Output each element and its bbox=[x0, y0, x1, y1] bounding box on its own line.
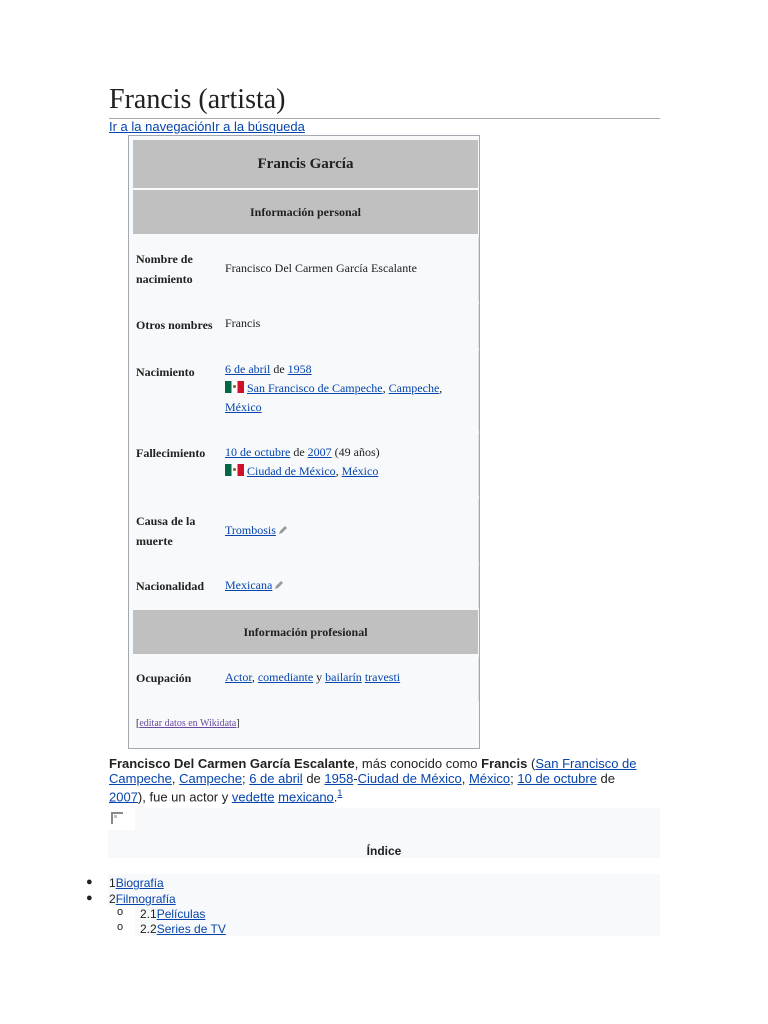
jump-links bbox=[109, 119, 305, 135]
infobox-section-personal: Información personal bbox=[133, 190, 478, 234]
toc-item-filmografia[interactable] bbox=[109, 891, 176, 907]
jump-to-search-link[interactable]: Ir a la búsqueda bbox=[211, 119, 305, 134]
nationality-label: Nacionalidad bbox=[136, 579, 205, 593]
page-title: Francis (artista) bbox=[109, 82, 660, 119]
intro-place-state-link[interactable]: Campeche bbox=[179, 771, 242, 786]
toc-item-number: 1 bbox=[109, 876, 116, 890]
birth-value: 6 de abril de 1958 San Francisco de Campeche, Campeche, México bbox=[225, 362, 443, 414]
toc-background bbox=[108, 874, 660, 906]
birth-place-country-link[interactable]: México bbox=[225, 400, 262, 414]
birth-place-city-link[interactable]: San Francisco de Campeche bbox=[247, 381, 383, 395]
intro-text: - bbox=[353, 771, 358, 786]
infobox-row-nationality bbox=[133, 566, 479, 608]
intro-mexicano-link[interactable]: mexicano bbox=[278, 789, 334, 805]
infobox-row-occupation bbox=[133, 657, 479, 701]
occupation-actor-link[interactable]: Actor bbox=[225, 670, 252, 684]
intro-text: , bbox=[461, 771, 469, 786]
intro-text: de bbox=[596, 771, 615, 786]
intro-text: ( bbox=[527, 756, 536, 771]
infobox-row-death bbox=[133, 434, 479, 496]
infobox-section-professional: Información profesional bbox=[133, 610, 478, 654]
intro-text: ), fue un actor y bbox=[137, 789, 232, 805]
intro-death-city-link[interactable]: Ciudad de México bbox=[357, 771, 462, 786]
other-names-label: Otros nombres bbox=[136, 318, 213, 332]
intro-place-city-link[interactable]: San Francisco de Campeche bbox=[109, 756, 637, 786]
occupation-value: Actor, comediante y bailarín travesti bbox=[225, 670, 401, 684]
birth-name-label: Nombre de nacimiento bbox=[136, 252, 193, 286]
other-names-value: Francis bbox=[225, 316, 261, 330]
infobox bbox=[128, 135, 480, 749]
intro-death-country-link[interactable]: México bbox=[468, 771, 511, 786]
birth-de: de bbox=[273, 362, 285, 376]
mexico-flag-icon bbox=[225, 381, 244, 393]
occupation-travesti-link[interactable]: travesti bbox=[364, 670, 401, 684]
wikidata-edit: [editar datos en Wikidata] bbox=[136, 718, 240, 729]
death-age: (49 años) bbox=[334, 445, 380, 459]
birth-place-state-link[interactable]: Campeche bbox=[388, 381, 440, 395]
infobox-row-cause-of-death bbox=[133, 499, 479, 563]
reference-link[interactable]: 1 bbox=[337, 788, 343, 798]
intro-text: de bbox=[302, 771, 325, 786]
infobox-row-birth bbox=[133, 351, 479, 431]
death-label: Fallecimiento bbox=[136, 446, 206, 460]
table-of-contents bbox=[108, 808, 660, 858]
subject-full-name: Francisco Del Carmen García Escalante bbox=[109, 756, 355, 771]
toc-bullet: ● bbox=[86, 892, 93, 904]
toc-item-label[interactable]: Películas bbox=[156, 907, 206, 921]
toc-item-peliculas[interactable] bbox=[140, 906, 205, 922]
jump-to-navigation-link[interactable]: Ir a la navegación bbox=[109, 119, 212, 134]
infobox-row-edit bbox=[133, 704, 478, 746]
infobox-row-birth-name bbox=[133, 237, 479, 301]
toc-bullet: ● bbox=[86, 876, 93, 888]
infobox-row-other-names bbox=[133, 304, 479, 348]
intro-death-year-link[interactable]: 2007 bbox=[109, 789, 138, 805]
toc-item-number: 2.2 bbox=[140, 922, 157, 936]
death-de: de bbox=[293, 445, 305, 459]
birth-name-value: Francisco Del Carmen García Escalante bbox=[225, 261, 417, 275]
occupation-and: y bbox=[316, 670, 323, 684]
infobox-title: Francis García bbox=[133, 140, 478, 188]
death-value: 10 de octubre de 2007 (49 años) Ciudad de México, México bbox=[225, 445, 380, 478]
intro-text: . bbox=[333, 789, 338, 805]
toc-title: Índice bbox=[366, 844, 402, 858]
intro-text: , bbox=[171, 771, 180, 786]
intro-vedette-link[interactable]: vedette bbox=[231, 789, 275, 805]
death-place-country-link[interactable]: México bbox=[341, 464, 379, 478]
intro-paragraph bbox=[109, 756, 654, 804]
pencil-icon[interactable] bbox=[278, 525, 288, 535]
toc-item-label[interactable]: Filmografía bbox=[115, 892, 176, 906]
birth-year-link[interactable]: 1958 bbox=[287, 362, 312, 376]
intro-text: ; bbox=[510, 771, 518, 786]
nationality-link[interactable]: Mexicana bbox=[225, 578, 273, 592]
birth-label: Nacimiento bbox=[136, 365, 195, 379]
occupation-comedian-link[interactable]: comediante bbox=[257, 670, 314, 684]
occupation-label: Ocupación bbox=[136, 671, 192, 685]
intro-death-date-link[interactable]: 10 de octubre bbox=[517, 771, 597, 786]
toc-item-number: 2.1 bbox=[140, 907, 157, 921]
toc-sub-bullet: o bbox=[117, 921, 124, 933]
intro-birth-year-link[interactable]: 1958 bbox=[324, 771, 354, 786]
death-year-link[interactable]: 2007 bbox=[307, 445, 332, 459]
death-date-link[interactable]: 10 de octubre bbox=[225, 445, 291, 459]
mexico-flag-icon bbox=[225, 464, 244, 476]
cause-link[interactable]: Trombosis bbox=[225, 523, 276, 537]
intro-text: , más conocido como bbox=[354, 756, 482, 771]
toc-sub-bullet: o bbox=[117, 906, 124, 918]
toc-item-series-tv[interactable] bbox=[140, 921, 226, 937]
death-place-city-link[interactable]: Ciudad de México bbox=[247, 464, 336, 478]
toc-item-number: 2 bbox=[109, 892, 116, 906]
subject-nickname: Francis bbox=[481, 756, 528, 771]
toc-item-label[interactable]: Biografía bbox=[115, 876, 164, 890]
toc-item-biografia[interactable] bbox=[109, 875, 164, 891]
intro-birth-date-link[interactable]: 6 de abril bbox=[249, 771, 303, 786]
cause-label: Causa de la muerte bbox=[136, 514, 196, 548]
wikidata-edit-link[interactable]: editar datos en Wikidata bbox=[139, 718, 237, 729]
intro-text: ; bbox=[241, 771, 250, 786]
birth-date-link[interactable]: 6 de abril bbox=[225, 362, 271, 376]
pencil-icon[interactable] bbox=[274, 580, 284, 590]
cause-value bbox=[225, 521, 475, 540]
toc-item-label[interactable]: Series de TV bbox=[156, 922, 226, 936]
toc-toggle[interactable] bbox=[108, 808, 135, 830]
occupation-dancer-link[interactable]: bailarín bbox=[325, 670, 362, 684]
nationality-value bbox=[225, 576, 475, 595]
toc-toggle-icon bbox=[111, 812, 123, 824]
